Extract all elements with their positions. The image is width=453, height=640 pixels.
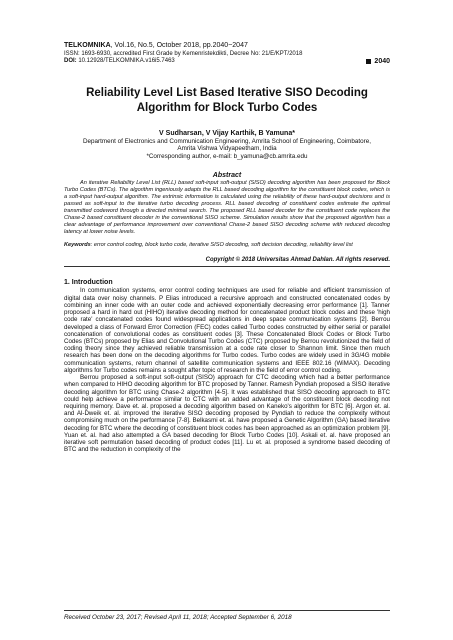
copyright-notice: Copyright © 2018 Universitas Ahmad Dahlan. All rights reserved. xyxy=(205,257,390,264)
square-marker-icon xyxy=(366,59,371,64)
keywords-text: : error control coding, block turbo code, iterative SISO decoding, soft decision decoding, reliability level list xyxy=(90,241,353,248)
affiliation-line-2: Amrita Vishwa Vidyapeetham, India xyxy=(177,145,277,153)
author-list: V Sudharsan, V Vijay Karthik, B Yamuna* xyxy=(159,129,295,137)
keywords xyxy=(64,242,390,249)
abstract-heading: Abstract xyxy=(212,172,242,180)
paper-page xyxy=(64,42,390,453)
doi-line xyxy=(64,58,175,66)
page-number-box xyxy=(366,58,390,66)
journal-volume-info: , Vol.16, No.5, October 2018, pp.2040~2047 xyxy=(110,42,248,49)
paper-title xyxy=(64,86,390,116)
page-footer xyxy=(64,610,390,622)
intro-paragraph-2: Berrou proposed a soft-input soft-output (SISO) approach for CTC decoding which had a better performance when compared to HIHO decoding algorithm for BTC proposed by Tanner. Ramesh Pyndiah proposed a SISO iterative decoding algorithm for BTC using Chase-2 algorithm [4-5]. It was established that SISO decoding approach to BTC could help achieve a performance similar to CTC with an added advantage of the constituent block decoding not requiring memory. Dave et. al. proposed a decoding algorithm based on Kaneko's algorithm for BTC [6]. Argon et. al. and Al-Dweik et. al. improved the iterative SISO decoding proposed by Pyndiah to reduce the complexity without compromising much on the performance [7-8]. Belkasmi et. al. have proposed a Genetic Algorithm (GA) based iterative decoding for BTC where the decoding of constituent block codes has been approached as an optimization problem [9]. Yuan et. al. had also attempted a GA based decoding for Block Turbo Codes [10]. Askali et. al. have proposed an iterative soft permutation based decoding of product codes [11]. Lu et. al. proposed a syndrome based decoding of BTC and the reduction in complexity of the xyxy=(64,374,390,454)
abstract-text: An iterative Reliability Level List (RLL) based soft-input soft-output (SISO) decoding algorithm has been proposed for Block Turbo Codes (BTCs). The algorithm ingeniously adapts the RLL based decoding algorithm for the constituent block codes, which is a soft-input hard-output algorithm. The extrinsic information is calculated using the reliability of these hard-output decisions and is passed as soft-input to the iterative turbo decoding process. RLL based decoding of constituent codes estimate the optimal transmitted codeword through a directed minimal search. The proposed RLL based decoder for the constituent code replaces the Chase-2 based constituent decoder in the conventional SISO scheme. Simulation results show that the proposed algorithm has a clear advantage of performance improvement over conventional Chase-2 based SISO decoding scheme with reduced decoding latency at lower noise levels. xyxy=(64,180,390,235)
affiliation-line-1: Department of Electronics and Communication Engineering, Amrita School of Engineering, Coimbatore, xyxy=(82,137,372,145)
doi-value[interactable]: 10.12928/TELKOMNIKA.v16i5.7463 xyxy=(78,58,175,64)
received-dates: Received October 23, 2017; Revised April 11, 2018; Accepted September 6, 2018 xyxy=(64,614,292,621)
affiliation xyxy=(64,138,390,161)
intro-paragraph-1: In communication systems, error control coding techniques are used for reliable and efficient transmission of digital data over noisy channels. P Elias introduced a recursive approach and constructed concatenated codes by combining an inner code with an outer code and achieved exponentially decreasing error performance [1]. Tanner proposed a hard in hard out (HIHO) iterative decoding method for concatenated product block codes and these 'high code rate' concatenated codes found widespread applications in deep space communication systems [2]. Berrou developed a class of Forward Error Correction (FEC) codes called Turbo codes constructed by either serial or parallel concatenation of convolutional codes as constituent codes [3]. These Concatenated Block Codes or Block Turbo Codes (BTCs) proposed by Elias and Convolutional Turbo Codes (CTC) proposed by Berrou revolutionized the field of coding theory since they achieved reliable transmission at a code rate closer to Shannon limit. Since then much research has been done on the decoding algorithms for Turbo codes. Turbo codes are widely used in 3G/4G mobile communication systems, return channel of satellite communication systems and IEEE 802.16 (WiMAX). Decoding algorithms for Turbo codes remains a sought after topic of research in the field of error control coding. xyxy=(64,287,390,374)
doi-label: DOI: xyxy=(64,58,77,64)
doi-row xyxy=(64,58,390,66)
corresponding-author: *Corresponding author, e-mail: b_yamuna@cb.amrita.edu xyxy=(146,152,308,160)
page-number: 2040 xyxy=(374,58,390,65)
title-line-2: Algorithm for Block Turbo Codes xyxy=(136,101,318,114)
section-heading: 1. Introduction xyxy=(64,279,113,287)
keywords-label: Keywords xyxy=(64,241,91,248)
journal-header xyxy=(64,42,390,51)
journal-name: TELKOMNIKA xyxy=(64,42,111,49)
issn-line: ISSN: 1693-6930, accredited First Grade by Kemenristekdikti, Decree No: 21/E/KPT/2018 xyxy=(64,50,303,57)
title-line-1: Reliability Level List Based Iterative SISO Decoding xyxy=(86,86,368,99)
footer-divider xyxy=(64,610,390,611)
section-divider xyxy=(64,266,390,267)
